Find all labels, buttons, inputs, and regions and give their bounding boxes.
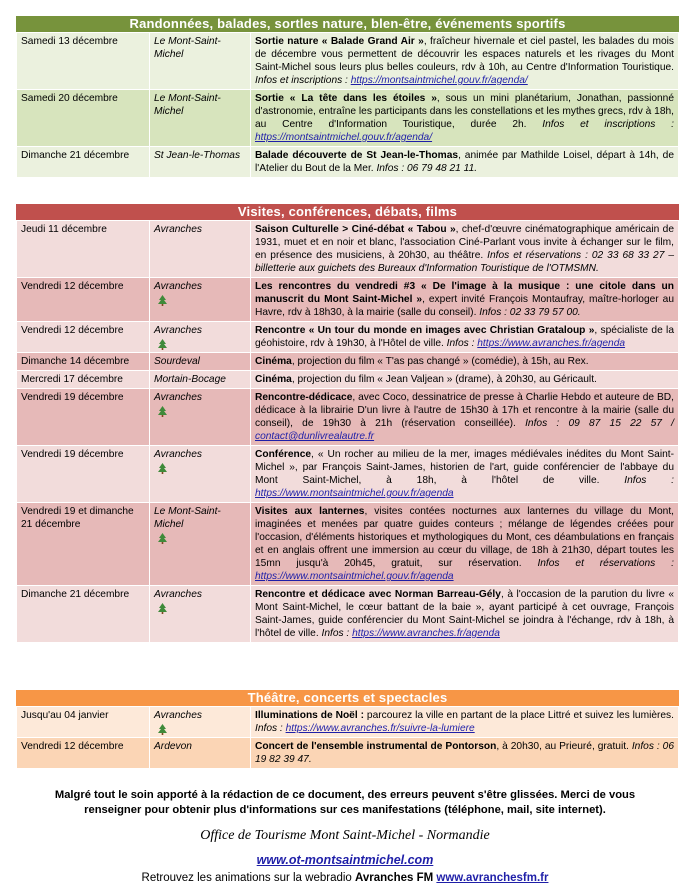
event-place bbox=[150, 738, 251, 769]
event-link[interactable]: https://www.avranches.fr/suivre-la-lumiere bbox=[285, 723, 475, 734]
radio-link[interactable]: www.avranchesfm.fr bbox=[436, 872, 549, 884]
event-place-name: Avranches bbox=[154, 392, 202, 403]
section-visites bbox=[16, 204, 679, 643]
event-place-name: Avranches bbox=[154, 589, 202, 600]
event-place-name: Sourdeval bbox=[154, 356, 200, 367]
event-date: Vendredi 12 décembre bbox=[17, 278, 150, 322]
event-place bbox=[150, 147, 251, 178]
event-description bbox=[251, 446, 679, 503]
event-date: Dimanche 14 décembre bbox=[17, 353, 150, 371]
event-row bbox=[17, 278, 679, 322]
event-row bbox=[17, 90, 679, 147]
event-description bbox=[251, 221, 679, 278]
event-place bbox=[150, 90, 251, 147]
section-randonnees bbox=[16, 16, 679, 178]
event-info: Infos : 09 87 15 22 57 / bbox=[525, 418, 675, 429]
event-text: , expert invité François Montaufray, maître-horloger au Havre, rdv à 18h30, à la mairie (salle du conseil). bbox=[255, 294, 674, 318]
event-place bbox=[150, 221, 251, 278]
event-description bbox=[251, 353, 679, 371]
event-date: Mercredi 17 décembre bbox=[17, 371, 150, 389]
events-table bbox=[16, 220, 679, 643]
event-date: Samedi 13 décembre bbox=[17, 33, 150, 90]
event-date: Dimanche 21 décembre bbox=[17, 586, 150, 643]
event-info: Infos : bbox=[446, 338, 478, 349]
event-text: , spécialiste de la géohistoire, rdv à 19h30, à l'Hôtel de ville. bbox=[255, 325, 674, 349]
event-place bbox=[150, 707, 251, 738]
event-place bbox=[150, 278, 251, 322]
event-row bbox=[17, 389, 679, 446]
event-info: Infos : bbox=[624, 475, 675, 486]
event-description bbox=[251, 278, 679, 322]
event-place bbox=[150, 389, 251, 446]
event-place-name: Avranches bbox=[154, 449, 202, 460]
event-title: Rencontre-dédicace bbox=[255, 392, 353, 403]
event-place-name: St Jean-le-Thomas bbox=[154, 150, 241, 161]
event-info: Infos : bbox=[255, 723, 286, 734]
event-text: , « Un rocher au milieu de la mer, images médiévales inédites du Mont Saint-Michel », par François Saint-James, historien de l'art, guide conférencier de l'abbaye du Mont Saint-Michel, à 18h, à l'hôtel de ville. bbox=[255, 449, 674, 486]
event-info: Infos : 06 79 48 21 11. bbox=[376, 163, 478, 174]
event-date: Vendredi 19 et dimanche 21 décembre bbox=[17, 503, 150, 586]
events-table bbox=[16, 706, 679, 769]
event-title: Concert de l'ensemble instrumental de Pontorson bbox=[255, 741, 497, 752]
event-row bbox=[17, 707, 679, 738]
event-title: Rencontre et dédicace avec Norman Barreau-Gély bbox=[255, 589, 501, 600]
christmas-tree-icon bbox=[158, 406, 167, 417]
event-title: Visites aux lanternes bbox=[255, 506, 365, 517]
event-link[interactable]: contact@dunlivrealautre.fr bbox=[255, 431, 375, 442]
event-row bbox=[17, 147, 679, 178]
event-link[interactable]: https://www.avranches.fr/agenda bbox=[352, 628, 500, 639]
christmas-tree-icon bbox=[158, 533, 167, 544]
event-description bbox=[251, 389, 679, 446]
event-description bbox=[251, 322, 679, 353]
section-title: Randonnées, balades, sortles nature, blen-être, événements sportifs bbox=[16, 16, 679, 32]
event-link[interactable]: https://www.montsaintmichel.gouv.fr/agenda bbox=[255, 571, 454, 582]
event-row bbox=[17, 371, 679, 389]
event-link[interactable]: https://montsaintmichel.gouv.fr/agenda/ bbox=[255, 132, 433, 143]
event-title: Cinéma bbox=[255, 356, 292, 367]
event-info: Infos et inscriptions : bbox=[255, 75, 351, 86]
event-row bbox=[17, 353, 679, 371]
event-link[interactable]: https://www.avranches.fr/agenda bbox=[477, 338, 626, 349]
section-title: Visites, conférences, débats, films bbox=[16, 204, 679, 220]
event-row bbox=[17, 503, 679, 586]
event-description bbox=[251, 707, 679, 738]
event-place bbox=[150, 371, 251, 389]
event-description bbox=[251, 738, 679, 769]
event-link[interactable]: https://montsaintmichel.gouv.fr/agenda/ bbox=[350, 75, 528, 86]
event-description bbox=[251, 503, 679, 586]
christmas-tree-icon bbox=[158, 295, 167, 306]
section-theatre bbox=[16, 690, 679, 769]
event-text: parcourez la ville en partant de la place Littré et suivez les lumières. bbox=[364, 710, 674, 721]
event-title: Sortie « La tête dans les étoiles » bbox=[255, 93, 437, 104]
section-title: Théâtre, concerts et spectacles bbox=[16, 690, 679, 706]
christmas-tree-icon bbox=[158, 339, 167, 350]
event-place-name: Le Mont-Saint-Michel bbox=[154, 93, 221, 117]
office-name: Office de Tourisme Mont Saint-Michel - Normandie bbox=[200, 828, 490, 843]
event-description bbox=[251, 586, 679, 643]
event-place-name: Avranches bbox=[154, 710, 202, 721]
event-title: Illuminations de Noël : bbox=[255, 710, 364, 721]
event-info: Infos : 02 33 79 57 00. bbox=[479, 307, 581, 318]
radio-line bbox=[0, 872, 690, 884]
event-date: Vendredi 19 décembre bbox=[17, 446, 150, 503]
event-title: Les rencontres du vendredi #3 « De l'image à la musique : une citole dans un manuscrit du Mont Saint-Michel » bbox=[255, 281, 674, 305]
event-date: Dimanche 21 décembre bbox=[17, 147, 150, 178]
event-text: , projection du film « T'as pas changé » (comédie), à 15h, au Rex. bbox=[291, 356, 589, 367]
event-title: Cinéma bbox=[255, 374, 292, 385]
event-place bbox=[150, 503, 251, 586]
event-title: Sortie nature « Balade Grand Air » bbox=[255, 36, 424, 47]
event-date: Vendredi 19 décembre bbox=[17, 389, 150, 446]
christmas-tree-icon bbox=[158, 603, 167, 614]
event-text: , chef-d'œuvre cinématographique américain de 1931, muet et en noir et blanc, l'association Ciné-Parlant vous invite à échanger sur le film, en présence des musiciens, à 20h30, au théâtre. bbox=[255, 224, 674, 261]
event-info: Infos : bbox=[321, 628, 353, 639]
event-place bbox=[150, 33, 251, 90]
event-date: Samedi 20 décembre bbox=[17, 90, 150, 147]
event-info: Infos : 06 19 82 39 47. bbox=[255, 741, 674, 765]
disclaimer: Malgré tout le soin apporté à la rédaction de ce document, des erreurs peuvent s'être glissées. Merci de vous renseigner pour obtenir plus d'informations sur ces manifestations (téléphone, mail, site internet). bbox=[54, 789, 636, 816]
event-place-name: Ardevon bbox=[154, 741, 192, 752]
christmas-tree-icon bbox=[158, 463, 167, 474]
event-place-name: Avranches bbox=[154, 281, 202, 292]
event-row bbox=[17, 221, 679, 278]
event-row bbox=[17, 33, 679, 90]
event-place-name: Avranches bbox=[154, 325, 202, 336]
event-title: Saison Culturelle > Ciné-débat « Tabou » bbox=[255, 224, 456, 235]
event-link[interactable]: https://www.montsaintmichel.gouv.fr/agenda bbox=[255, 488, 454, 499]
event-title: Conférence bbox=[255, 449, 312, 460]
event-text: , à 20h30, au Prieuré, gratuit. bbox=[496, 741, 632, 752]
event-date: Jeudi 11 décembre bbox=[17, 221, 150, 278]
event-place bbox=[150, 322, 251, 353]
event-place bbox=[150, 446, 251, 503]
event-text: , projection du film « Jean Valjean » (drame), à 20h30, au Géricault. bbox=[291, 374, 597, 385]
event-text: , à l'occasion de la parution du livre « Mont Saint-Michel, le cœur battant de la baie », ayant participé à cet ouvrage, François Saint-James, guide conférencier du Mont Saint-Michel se joindra à l'échange, rdv à 18h, à l'hôtel de ville. bbox=[255, 589, 674, 639]
event-place bbox=[150, 353, 251, 371]
radio-prefix: Retrouvez les animations sur la webradio bbox=[141, 872, 356, 884]
event-text: , fraîcheur hivernale et ciel pastel, les balades du mois de décembre vous permettent de découvrir les espaces naturels et les rivages du Mont Saint-Michel sous leurs plus belles couleurs, rdv à 10h, au Centre d'Information Touristique. bbox=[255, 36, 674, 73]
event-description bbox=[251, 147, 679, 178]
event-date: Jusqu'au 04 janvier bbox=[17, 707, 150, 738]
event-date: Vendredi 12 décembre bbox=[17, 322, 150, 353]
website-link[interactable]: www.ot-montsaintmichel.com bbox=[256, 853, 434, 867]
event-text: , avec Coco, dessinatrice de presse à Charlie Hebdo et auteure de BD, dédicace à la librairie D'un livre à l'autre de 15h30 à 17h et rencontre à la mairie (salle du conseil), de 19h30 à 21h (réservation conseillée). bbox=[255, 392, 674, 429]
event-description bbox=[251, 90, 679, 147]
event-text: , sous un mini planétarium, Jonathan, passionné d'astronomie, entraîne les participants dans les constellations et les mythes grecs, rdv à 18h, au Centre d'Information Touristique, durée 2h. bbox=[255, 93, 674, 130]
event-date: Vendredi 12 décembre bbox=[17, 738, 150, 769]
event-description bbox=[251, 371, 679, 389]
event-row bbox=[17, 446, 679, 503]
event-place-name: Le Mont-Saint-Michel bbox=[154, 36, 221, 60]
event-row bbox=[17, 586, 679, 643]
event-place-name: Avranches bbox=[154, 224, 202, 235]
event-info: Infos et réservations : 02 33 68 33 27 – billetterie aux guichets des Bureaux d'Information Touristique de l'OTMSMN. bbox=[255, 250, 674, 274]
event-info: Infos et inscriptions : bbox=[542, 119, 674, 130]
event-row bbox=[17, 738, 679, 769]
event-text: , animée par Mathilde Loisel, départ à 14h, de l'Atelier du Bout de la Mer. bbox=[255, 150, 674, 174]
event-place bbox=[150, 586, 251, 643]
event-text: , visites contées nocturnes aux lanternes du village du Mont, imaginées et menées par quatre guides conteurs ; mélange de légendes créées pour l'occasion, d'éléments historiques et mythologiques du Mont, ces déambulations en français et en anglais offrent une immersion au cœur du village, de 18h à 21h30, départ toutes les 15mn jusqu'à 20h45, gratuit, sur réservation. bbox=[255, 506, 674, 569]
event-place-name: Le Mont-Saint-Michel bbox=[154, 506, 221, 530]
event-place-name: Mortain-Bocage bbox=[154, 374, 226, 385]
christmas-tree-icon bbox=[158, 724, 167, 735]
event-title: Rencontre « Un tour du monde en images avec Christian Grataloup » bbox=[255, 325, 595, 336]
event-row bbox=[17, 322, 679, 353]
radio-name: Avranches FM bbox=[355, 872, 434, 884]
event-description bbox=[251, 33, 679, 90]
event-info: Infos et réservations : bbox=[537, 558, 674, 569]
events-table bbox=[16, 32, 679, 178]
event-title: Balade découverte de St Jean-le-Thomas bbox=[255, 150, 459, 161]
